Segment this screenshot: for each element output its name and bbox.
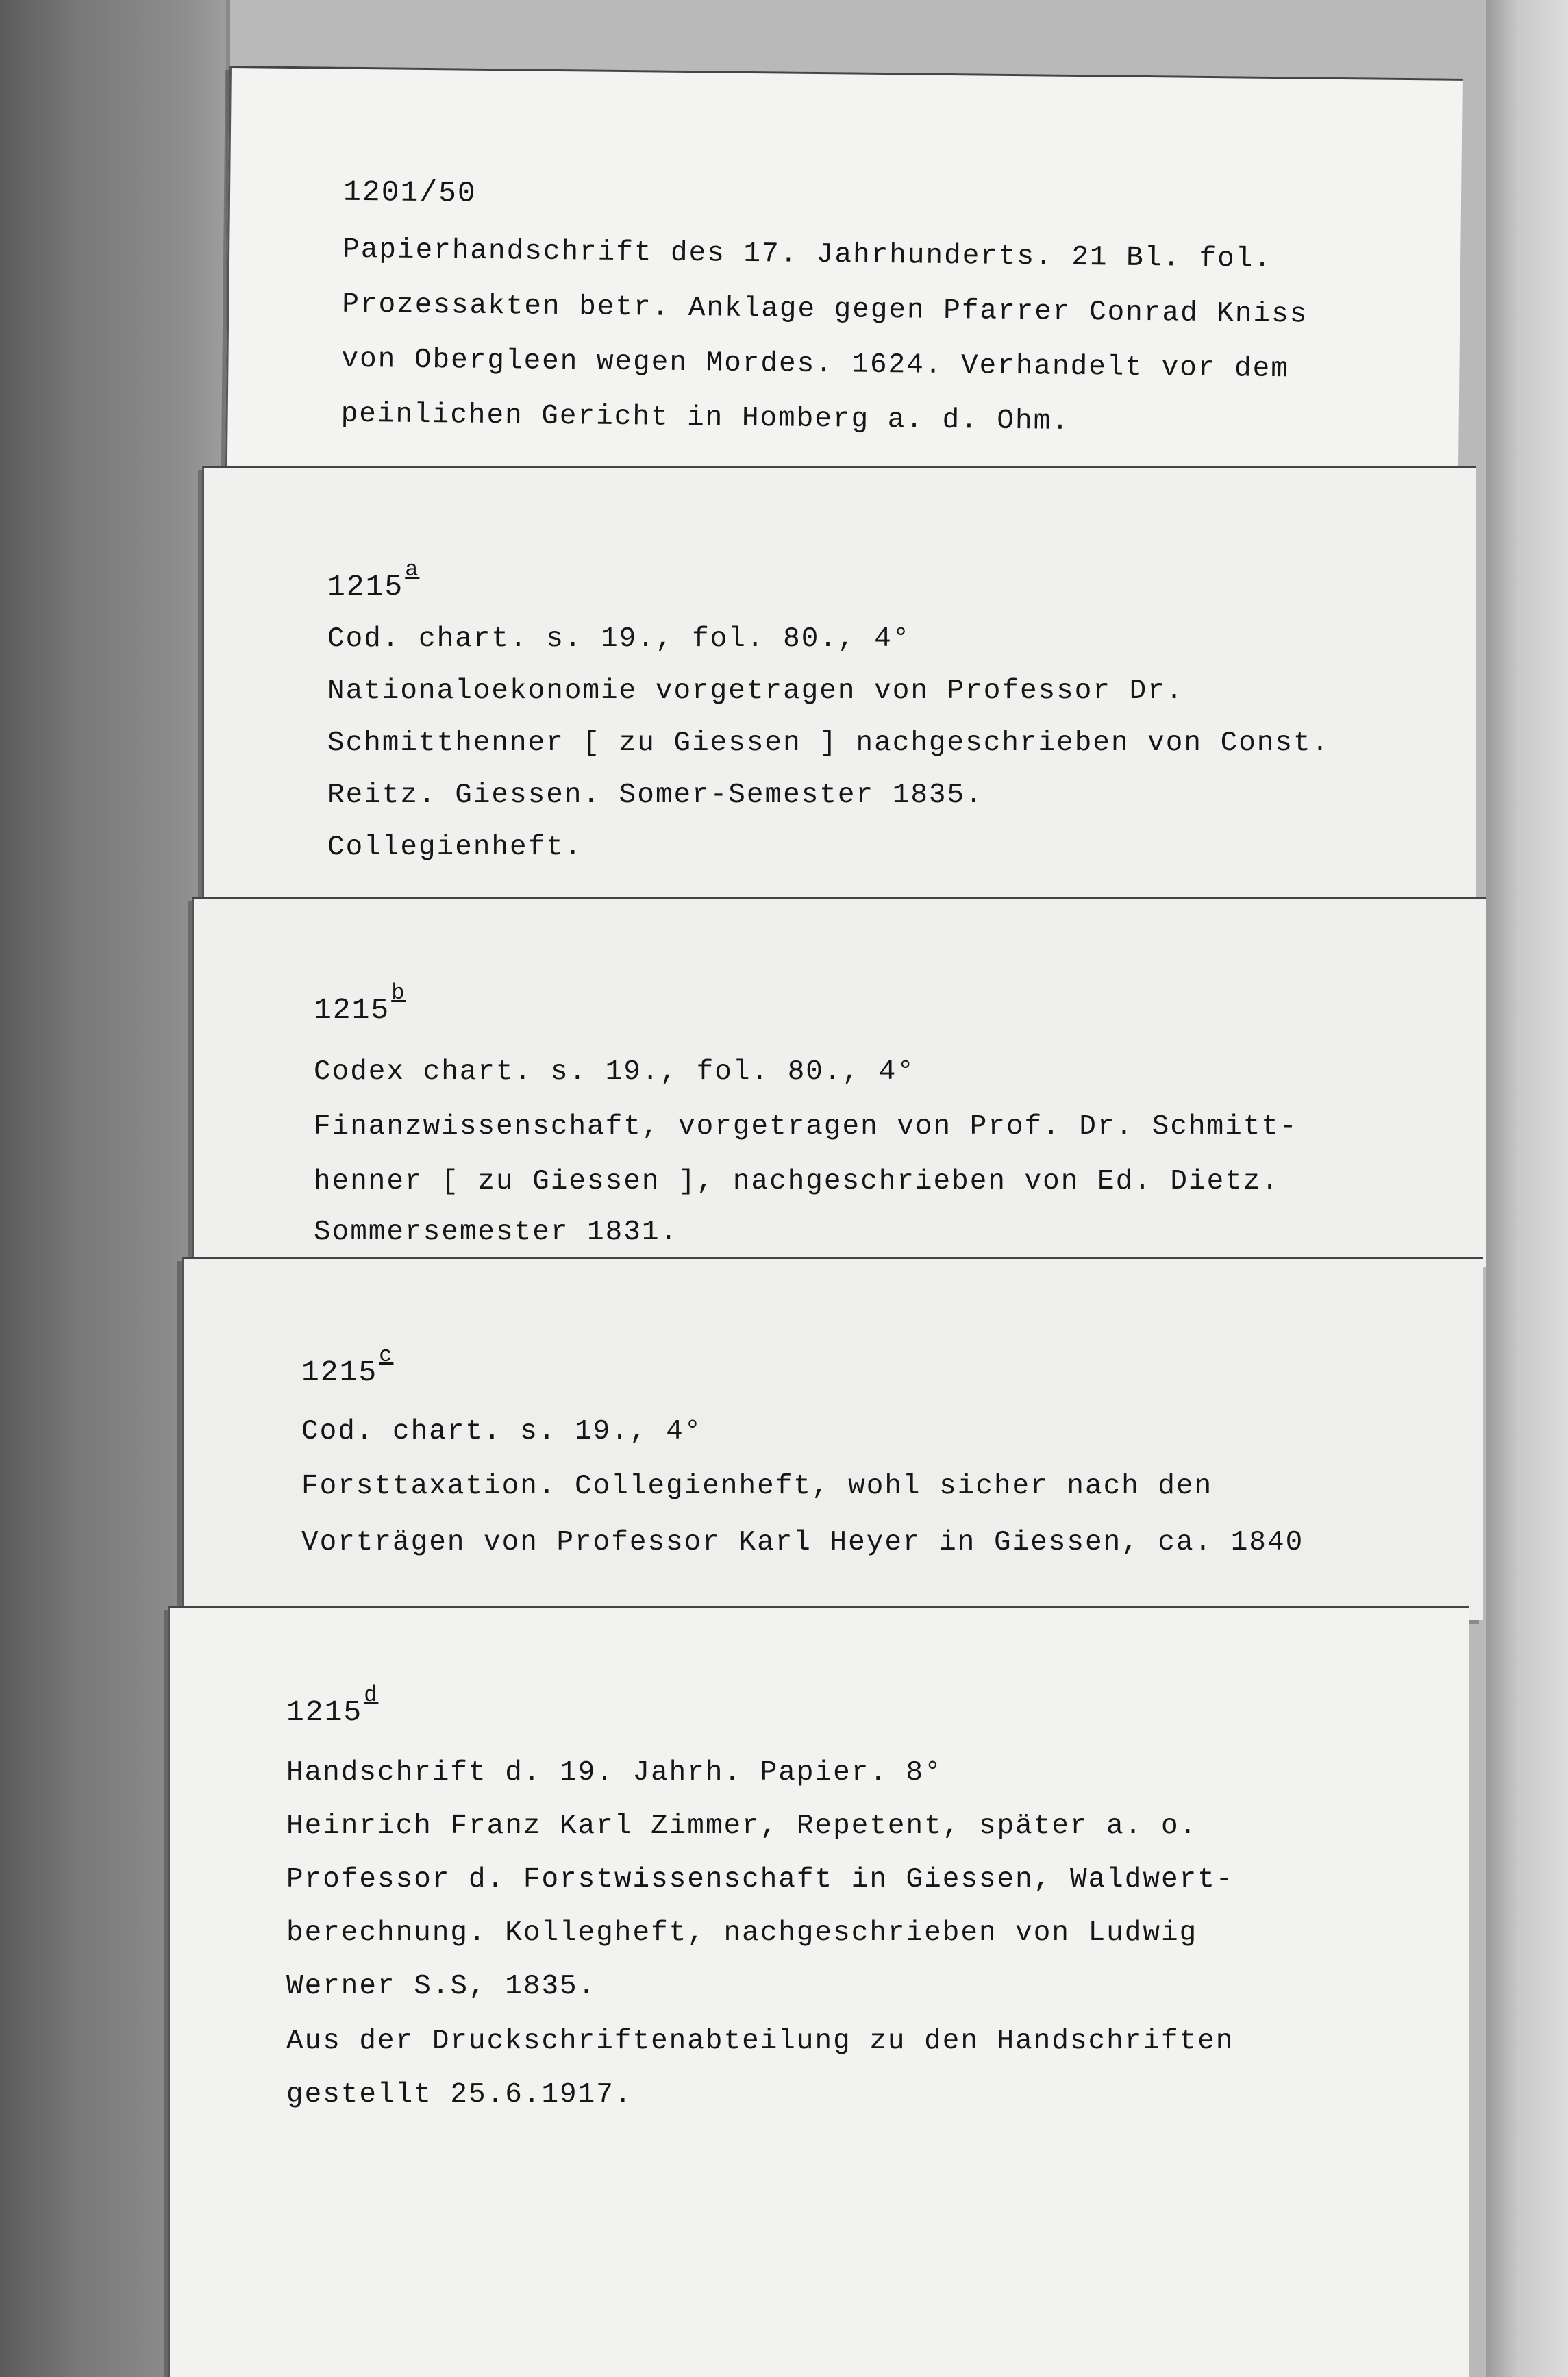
card-1-line-4: peinlichen Gericht in Homberg a. d. Ohm. xyxy=(340,398,1071,438)
card-2-line-3: Schmitthenner [ zu Giessen ] nachgeschrieben von Const. xyxy=(327,727,1330,759)
card-5-line-6: Aus der Druckschriftenabteilung zu den Handschriften xyxy=(286,2026,1234,2057)
card-3-shelfmark xyxy=(314,980,406,1027)
card-2-shelfmark-number: 1215 xyxy=(327,570,404,603)
card-3-line-4: Sommersemester 1831. xyxy=(314,1217,679,1248)
card-4-line-3: Vorträgen von Professor Karl Heyer in Giessen, ca. 1840 xyxy=(301,1527,1304,1558)
catalog-card-1215d xyxy=(168,1606,1469,2377)
card-1-line-2: Prozessakten betr. Anklage gegen Pfarrer Conrad Kniss xyxy=(342,288,1308,331)
card-3-shelfmark-number: 1215 xyxy=(314,993,390,1027)
card-4-line-2: Forsttaxation. Collegienheft, wohl sicher nach den xyxy=(301,1471,1213,1502)
card-4-shelfmark-superscript: c xyxy=(379,1343,394,1368)
card-1-line-1: Papierhandschrift des 17. Jahrhunderts. 21 Bl. fol. xyxy=(342,234,1273,275)
card-5-shelfmark-superscript: d xyxy=(364,1682,379,1708)
card-2-line-1: Cod. chart. s. 19., fol. 80., 4° xyxy=(327,623,911,655)
card-5-line-5: Werner S.S, 1835. xyxy=(286,1971,597,2002)
card-2-line-2: Nationaloekonomie vorgetragen von Professor Dr. xyxy=(327,675,1184,707)
card-1-line-3: von Obergleen wegen Mordes. 1624. Verhandelt vor dem xyxy=(341,343,1290,386)
card-5-shelfmark xyxy=(286,1682,379,1729)
card-4-shelfmark-number: 1215 xyxy=(301,1356,378,1389)
card-4-line-1: Cod. chart. s. 19., 4° xyxy=(301,1416,703,1447)
card-3-shelfmark-superscript: b xyxy=(391,980,406,1006)
card-5-line-1: Handschrift d. 19. Jahrh. Papier. 8° xyxy=(286,1757,943,1789)
card-5-shelfmark-number: 1215 xyxy=(286,1695,363,1729)
card-5-line-7: gestellt 25.6.1917. xyxy=(286,2079,633,2111)
card-2-shelfmark-superscript: a xyxy=(405,557,420,582)
card-5-line-2: Heinrich Franz Karl Zimmer, Repetent, später a. o. xyxy=(286,1810,1198,1842)
catalog-card-1215b xyxy=(192,897,1486,1267)
card-4-shelfmark xyxy=(301,1343,394,1389)
card-3-line-3: henner [ zu Giessen ], nachgeschrieben von Ed. Dietz. xyxy=(314,1166,1280,1197)
card-5-line-3: Professor d. Forstwissenschaft in Giessen, Waldwert- xyxy=(286,1864,1234,1895)
card-2-line-5: Collegienheft. xyxy=(327,832,583,863)
card-2-shelfmark xyxy=(327,557,420,603)
card-2-line-4: Reitz. Giessen. Somer-Semester 1835. xyxy=(327,780,984,811)
catalog-card-1215a xyxy=(202,466,1476,911)
right-paper-edge xyxy=(1486,0,1568,2377)
card-3-line-1: Codex chart. s. 19., fol. 80., 4° xyxy=(314,1056,915,1088)
card-3-line-2: Finanzwissenschaft, vorgetragen von Prof. Dr. Schmitt- xyxy=(314,1111,1298,1143)
card-1-shelfmark: 1201/50 xyxy=(343,175,477,210)
catalog-card-1201-50 xyxy=(225,66,1463,490)
catalog-card-1215c xyxy=(182,1257,1483,1620)
card-5-line-4: berechnung. Kollegheft, nachgeschrieben von Ludwig xyxy=(286,1917,1198,1949)
